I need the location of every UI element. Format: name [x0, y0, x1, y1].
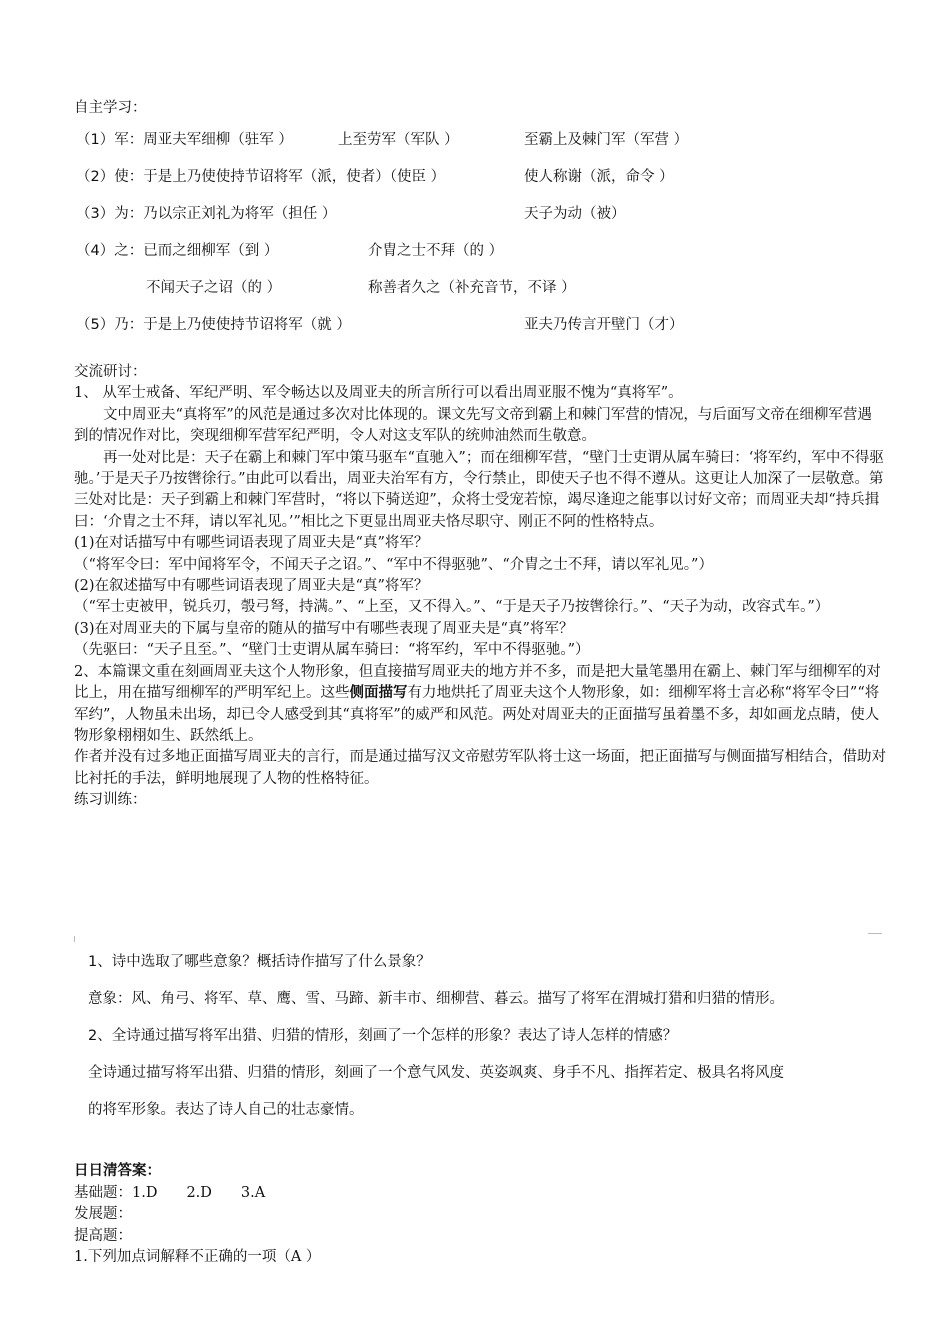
discussion-paragraph: 作者并没有过多地正面描写周亚夫的言行，而是通过描写汉文帝慰劳军队将士这一场面，把正面描写与侧面描写相结合，借助对比衬托的手法，鲜明地展现了人物的性格特征。 — [74, 749, 886, 787]
vocab-row-4 — [76, 239, 876, 276]
practice-heading: 练习训练： — [74, 792, 147, 809]
vocab-entry: （1）军：周亚夫军细柳（驻军 ） — [76, 132, 293, 148]
discussion-heading: 交流研讨： — [74, 364, 147, 380]
question-item: 1.下列加点词解释不正确的一项（A ） — [74, 1249, 321, 1265]
vocab-entry: 不闻天子之诏（的 ） — [146, 280, 282, 296]
discussion-paragraph: 1、 从军士戒备、军纪严明、军令畅达以及周亚夫的所言所行可以看出周亚服不愧为“真将军”。 — [74, 385, 683, 402]
practice-question-1: 1、诗中选取了哪些意象？概括诗作描写了什么景象？ — [88, 954, 431, 970]
daily-answers — [74, 1159, 320, 1267]
vocab-entry: 上至劳军（军队 ） — [338, 132, 459, 148]
vocab-entry: 介胄之士不拜（的 ） — [368, 243, 504, 259]
discussion-answer: （先驱曰：“天子且至。”、“壁门士吏谓从属车骑曰：“将军约，军中不得驱驰。”） — [74, 642, 590, 659]
vocab-entry: 至霸上及棘门军（军营 ） — [524, 132, 689, 148]
vocab-list — [76, 128, 876, 350]
emphasis-text: 侧面描写 — [349, 685, 408, 702]
discussion-section — [74, 362, 886, 812]
practice-answer-1: 意象：风、角弓、将军、草、鹰、雪、马蹄、新丰市、细柳营、暮云。描写了将军在渭城打猎和归猎的情形。 — [88, 991, 784, 1007]
text-run: 有力地烘托了周亚夫这个人物形象，如：细柳军将士言必称“将军令曰”“将军约”，人物虽未出场，却已令人感受到其“真将军”的威严和风范。两处对周亚夫的正面描写虽着墨不多，却如画龙点睛，使人物形象栩栩如生、跃然纸上。 — [74, 685, 880, 744]
daily-heading: 日日清答案： — [74, 1163, 161, 1179]
vocab-entry: 使人称谢（派，命令 ） — [524, 169, 674, 185]
discussion-question: (1)在对话描写中有哪些词语表现了周亚夫是“真”将军？ — [74, 535, 429, 552]
vocab-entry: 天子为动（被） — [524, 206, 626, 222]
self-study-heading: 自主学习： — [74, 100, 147, 116]
vocab-row-5 — [76, 276, 876, 313]
discussion-paragraph — [74, 662, 886, 748]
text-run: 2、本篇课文重在刻画周亚夫这个人物形象，但直接描写周亚夫的地方并不多，而是把大量笔墨用在霸上、棘门军与细柳军的对比上，用在描写细柳军的严明军纪上。这些 — [74, 663, 881, 702]
discussion-paragraph: 再一处对比是：天子在霸上和棘门军中策马驱车“直驰入”；而在细柳军营，“壁门士吏谓从属车骑曰：‘将军约，军中不得驱驰。’于是天子乃按辔徐行。”由此可以看出，周亚夫治军有方，令行禁止，即使天子也不得不遵从。这更让人加深了一层敬意。第三处对比是：天子到霸上和棘门军营时，“将以下骑送迎”，众将士受宠若惊，竭尽逢迎之能事以讨好文帝；而周亚夫却“持兵揖曰：‘介胄之士不拜，请以军礼见。’”相比之下更显出周亚夫恪尽职守、刚正不阿的性格特点。 — [74, 449, 884, 530]
practice-question-2: 2、全诗通过描写将军出猎、归猎的情形，刻画了一个怎样的形象？表达了诗人怎样的情感？ — [88, 1028, 678, 1044]
practice-answer-2-line-1: 全诗通过描写将军出猎、归猎的情形，刻画了一个意气风发、英姿飒爽、身手不凡、指挥若定、极具名将风度 — [88, 1065, 784, 1081]
discussion-paragraph: 文中周亚夫“真将军”的风范是通过多次对比体现的。课文先写文帝到霸上和棘门军营的情况，与后面写文帝在细柳军营遇到的情况作对比，突现细柳军营军纪严明，令人对这支军队的统帅油然而生敬意。 — [74, 406, 872, 445]
discussion-answer: （“将军令曰：军中闻将军令，不闻天子之诏。”、“军中不得驱驰”、“介胄之士不拜，请以军礼见。”） — [74, 556, 713, 573]
page-mark — [74, 936, 77, 942]
vocab-row-6 — [76, 313, 876, 350]
discussion-question: (2)在叙述描写中有哪些词语表现了周亚夫是“真”将军？ — [74, 578, 429, 595]
basic-answers: 基础题：1.D 2.D 3.A — [74, 1184, 266, 1201]
vocab-entry: （4）之：已而之细柳军（到 ） — [76, 243, 279, 259]
improve-label: 提高题： — [74, 1227, 132, 1244]
vocab-row-2 — [76, 165, 876, 202]
vocab-entry: （5）乃：于是上乃使使持节诏将军（就 ） — [76, 317, 351, 333]
vocab-entry: （3）为：乃以宗正刘礼为将军（担任 ） — [76, 206, 337, 222]
vocab-row-3 — [76, 202, 876, 239]
page-mark — [868, 933, 882, 935]
vocab-entry: 称善者久之（补充音节，不译 ） — [368, 280, 576, 296]
practice-answer-2-line-2: 的将军形象。表达了诗人自己的壮志豪情。 — [88, 1102, 364, 1118]
vocab-row-1 — [76, 128, 876, 165]
discussion-question: (3)在对周亚夫的下属与皇帝的随从的描写中有哪些表现了周亚夫是“真”将军？ — [74, 620, 574, 637]
vocab-entry: 亚夫乃传言开壁门（才） — [524, 317, 684, 333]
develop-label: 发展题： — [74, 1206, 132, 1222]
discussion-answer: （“军士吏被甲，锐兵刃，彀弓弩，持满。”、“上至，又不得入。”、“于是天子乃按辔徐行。”、“天子为动，改容式车。”） — [74, 599, 830, 616]
vocab-entry: （2）使：于是上乃使使持节诏将军（派，使者）（使臣 ） — [76, 169, 446, 185]
